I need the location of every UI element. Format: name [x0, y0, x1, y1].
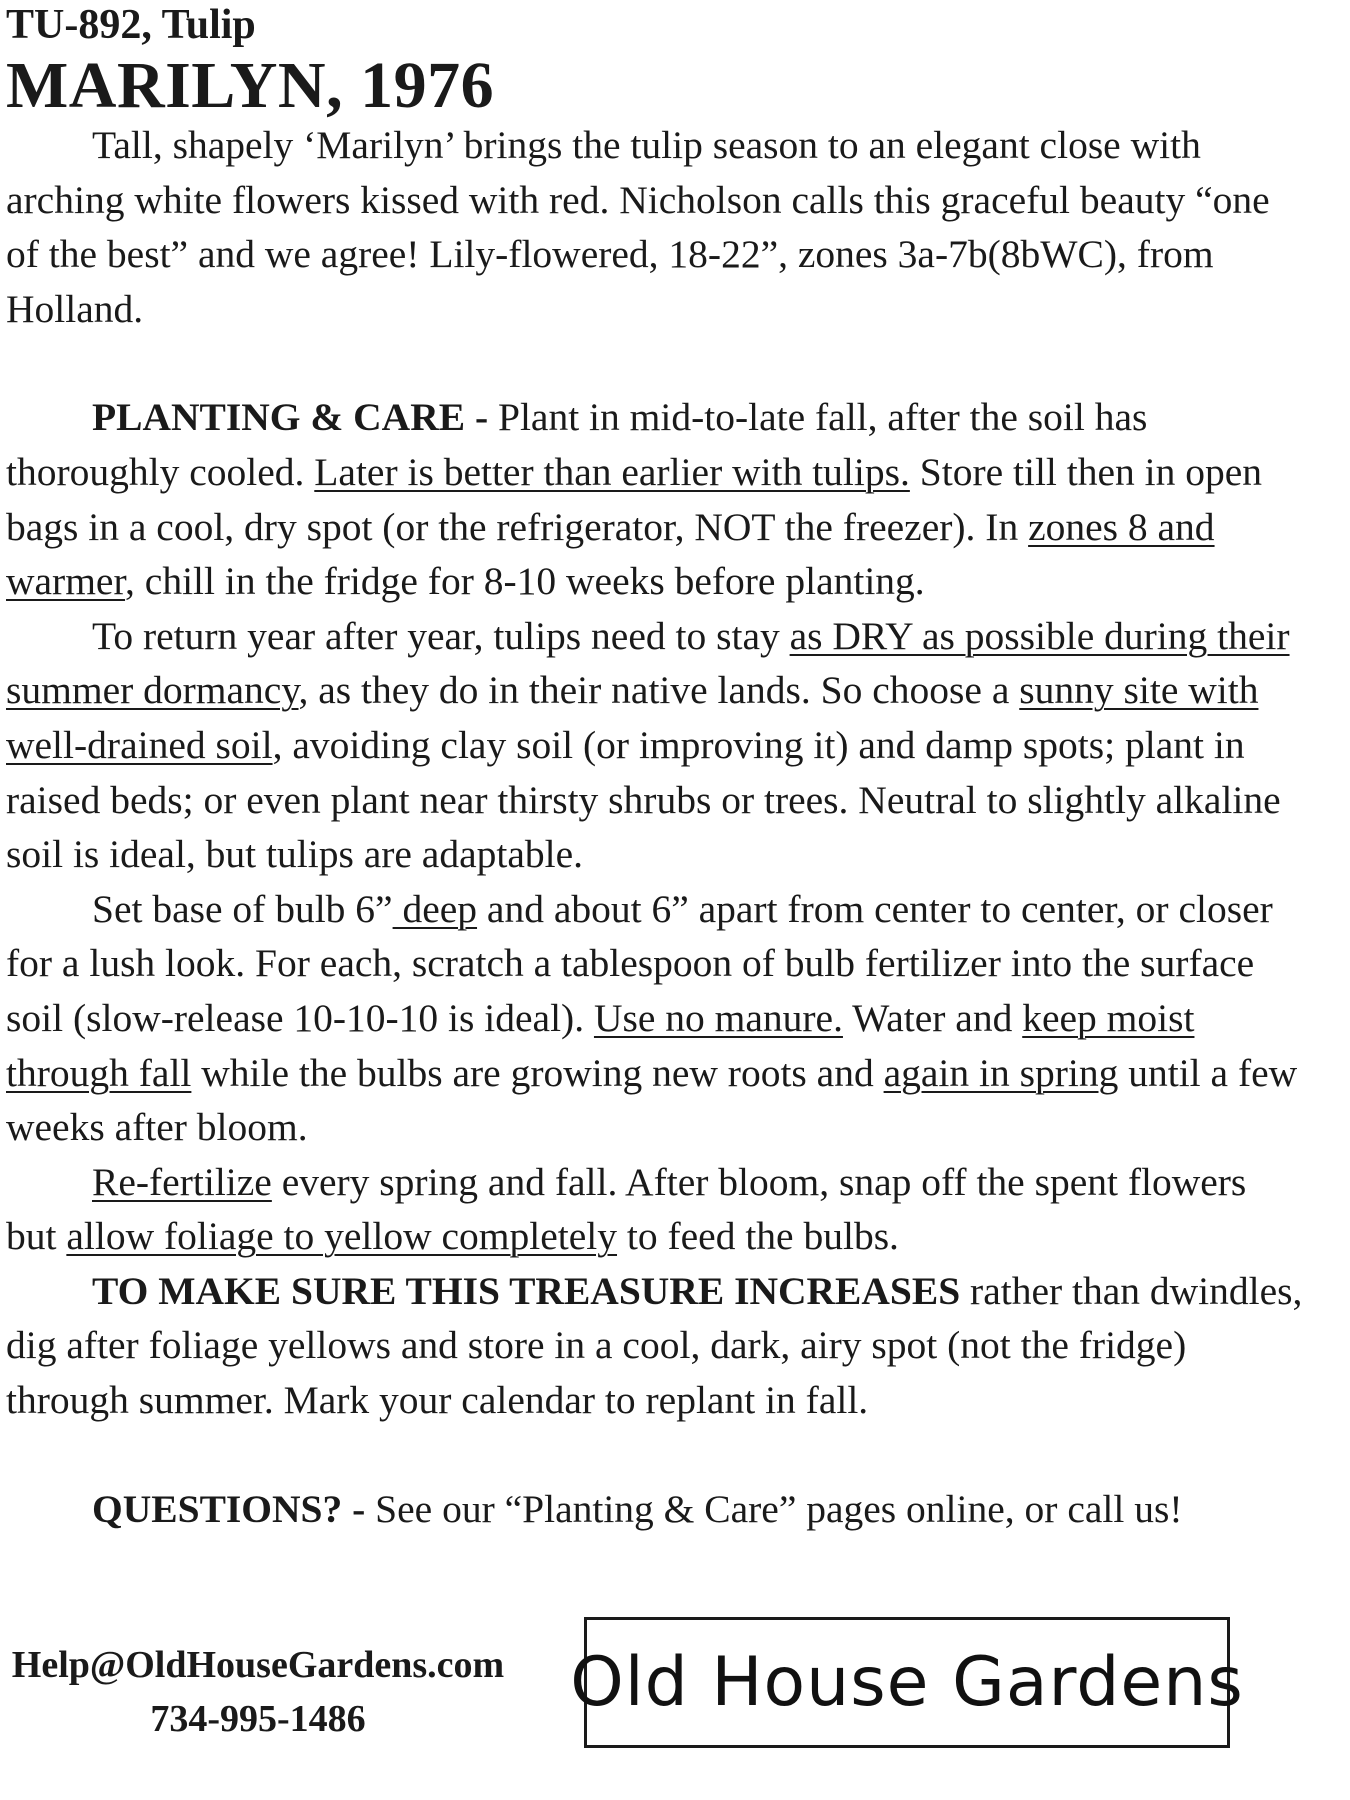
text-run: to feed the bulbs. [617, 1214, 899, 1259]
underlined-text: zones 8 and warmer [6, 504, 1215, 604]
text-run: , as they do in their native lands. So choose a [298, 668, 1020, 713]
text-run: Set base of bulb 6” [92, 886, 393, 931]
old-house-gardens-logo [570, 1633, 1244, 1733]
text-run: , avoiding clay soil (or improving it) and damp spots; plant in raised beds; or even plant near thirsty shrubs or trees. Neutral to slightly alkaline soil is ideal, but tulips are adaptable. [6, 722, 1281, 877]
underlined-text: keep moist through fall [6, 995, 1195, 1095]
section-gap [6, 1428, 1306, 1482]
contact-phone: 734-995-1486 [150, 1698, 366, 1740]
document-page [6, 0, 1306, 1536]
underlined-text: deep [392, 886, 478, 931]
underlined-text: again in spring [883, 1050, 1119, 1095]
planting-paragraph-3 [6, 882, 1306, 1155]
underlined-text: Re-fertilize [92, 1159, 272, 1204]
logo-text: Old House Gardens [570, 1642, 1244, 1722]
text-run: , chill in the fridge for 8-10 weeks before planting. [125, 559, 925, 604]
text-run: every spring and fall. After bloom, snap off the spent flowers but [6, 1159, 1247, 1259]
questions-paragraph [6, 1482, 1306, 1537]
contact-email: Help@OldHouseGardens.com [11, 1644, 505, 1686]
planting-heading: PLANTING & CARE - [92, 395, 489, 440]
contact-block [8, 1638, 508, 1746]
underlined-text: Later is better than earlier with tulips. [314, 449, 910, 494]
text-run: while the bulbs are growing new roots and [191, 1050, 884, 1095]
product-title: MARILYN, 1976 [6, 49, 495, 122]
text-run: rather than dwindles, dig after foliage yellows and store in a cool, dark, airy spot (not the fridge) through summer. Mark your calendar to replant in fall. [6, 1268, 1303, 1423]
text-run: See our “Planting & Care” pages online, or call us! [365, 1486, 1183, 1531]
planting-paragraph-5 [6, 1264, 1306, 1428]
text-run: To return year after year, tulips need to stay [92, 613, 790, 658]
planting-paragraph-2 [6, 609, 1306, 882]
underlined-text: Use no manure. [593, 995, 843, 1040]
logo-box [570, 1617, 1244, 1748]
planting-paragraph-4 [6, 1155, 1306, 1264]
increase-heading: TO MAKE SURE THIS TREASURE INCREASES [92, 1268, 961, 1313]
section-gap [6, 336, 1306, 390]
underlined-text: as DRY as possible during their summer dormancy [6, 613, 1290, 713]
text-run: Water and [842, 995, 1023, 1040]
planting-paragraph-1 [6, 390, 1306, 608]
body-text [6, 118, 1306, 1536]
underlined-text: allow foliage to yellow completely [66, 1214, 618, 1259]
description-paragraph: Tall, shapely ‘Marilyn’ brings the tulip season to an elegant close with arching white flowers kissed with red. Nicholson calls this graceful beauty “one of the best” and we agree! Lily-flowered, 18-22”, zones 3a-7b(8bWC), from Holland. [6, 123, 1270, 331]
text-run: Store till then in open bags in a cool, dry spot (or the refrigerator, NOT the freezer). In [6, 449, 1263, 549]
underlined-text: sunny site with well-drained soil [6, 668, 1259, 767]
text-run: and about 6” apart from center to center, or closer for a lush look. For each, scratch a tablespoon of bulb fertilizer into the surface soil (slow-release 10-10-10 is ideal). [6, 886, 1273, 1040]
text-run: until a few weeks after bloom. [6, 1050, 1298, 1150]
questions-heading: QUESTIONS? - [92, 1486, 366, 1531]
text-run: Plant in mid-to-late fall, after the soil has thoroughly cooled. [6, 395, 1148, 494]
product-code: TU-892, Tulip [6, 2, 256, 48]
